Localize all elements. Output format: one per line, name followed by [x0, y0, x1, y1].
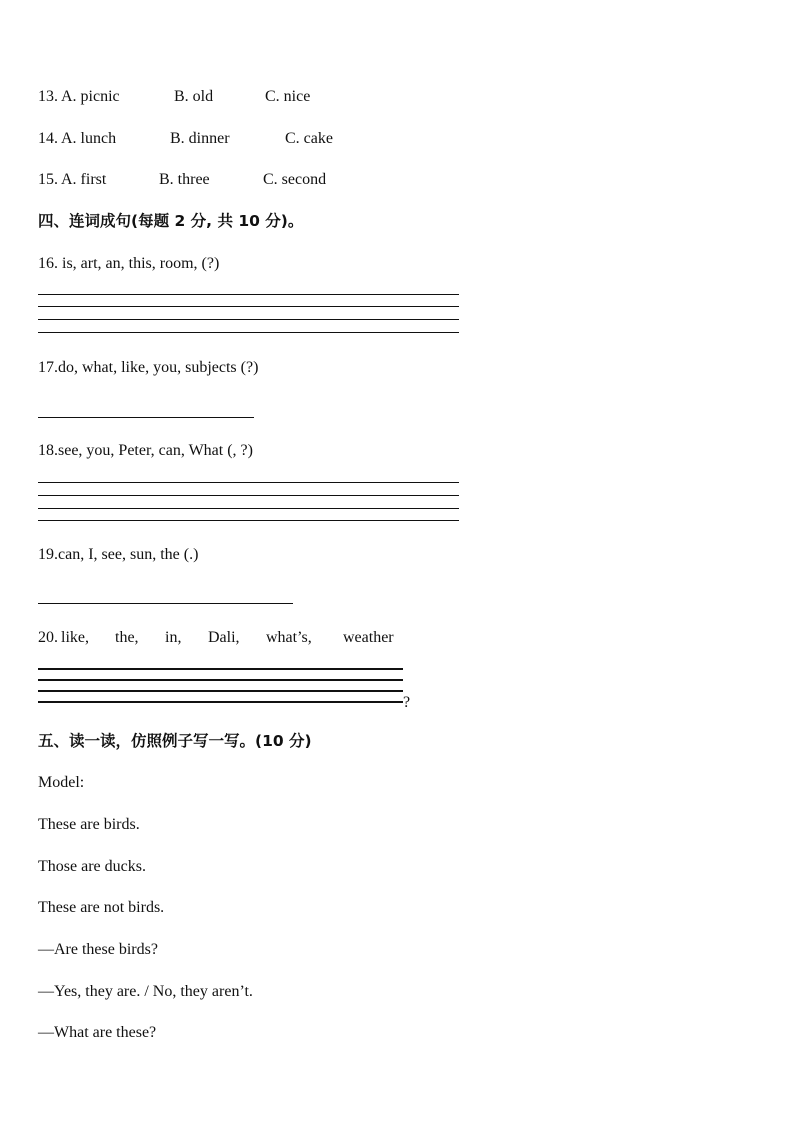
option-a: A. first	[61, 171, 107, 188]
option-a: A. picnic	[61, 88, 120, 105]
word: like,	[61, 629, 89, 646]
answer-line	[38, 701, 403, 703]
option-a: A. lunch	[61, 130, 117, 147]
answer-line	[38, 690, 403, 692]
model-line: These are birds.	[38, 816, 140, 833]
answer-line-19	[38, 603, 293, 604]
question-number: 15.	[38, 171, 58, 188]
answer-line	[38, 668, 403, 670]
word: Dali,	[208, 629, 240, 646]
question-number: 13.	[38, 88, 58, 105]
model-label: Model:	[38, 774, 85, 791]
question-number: 20.	[38, 629, 58, 646]
answer-line	[38, 520, 459, 521]
answer-line	[38, 306, 459, 307]
answer-line	[38, 495, 459, 496]
answer-line	[38, 482, 459, 483]
question-mark: ?	[403, 694, 411, 711]
word: what’s,	[266, 629, 312, 646]
option-c: C. cake	[285, 130, 333, 147]
answer-line	[38, 319, 459, 320]
answer-line	[38, 294, 459, 295]
section-5-title: 五、读一读，仿照例子写一写。(10 分)	[38, 732, 312, 750]
question-18: 18.see, you, Peter, can, What (, ?)	[38, 442, 253, 459]
answer-line-17	[38, 417, 254, 418]
option-c: C. second	[263, 171, 327, 188]
question-16: 16. is, art, an, this, room, (?)	[38, 255, 220, 272]
answer-line	[38, 508, 459, 509]
answer-line	[38, 679, 403, 681]
option-b: B. three	[159, 171, 210, 188]
model-line: —What are these?	[38, 1024, 157, 1041]
option-b: B. dinner	[170, 130, 230, 147]
question-number: 14.	[38, 130, 58, 147]
word: weather	[343, 629, 394, 646]
section-4-title: 四、连词成句(每题 2 分, 共 10 分)。	[38, 212, 304, 230]
option-b: B. old	[174, 88, 214, 105]
question-19: 19.can, I, see, sun, the (.)	[38, 546, 199, 563]
model-line: Those are ducks.	[38, 858, 146, 875]
question-17: 17.do, what, like, you, subjects (?)	[38, 359, 259, 376]
option-c: C. nice	[265, 88, 311, 105]
model-line: These are not birds.	[38, 899, 165, 916]
model-line: —Are these birds?	[38, 941, 158, 958]
word: the,	[115, 629, 139, 646]
word: in,	[165, 629, 182, 646]
model-line: —Yes, they are. / No, they aren’t.	[38, 983, 253, 1000]
answer-line	[38, 332, 459, 333]
